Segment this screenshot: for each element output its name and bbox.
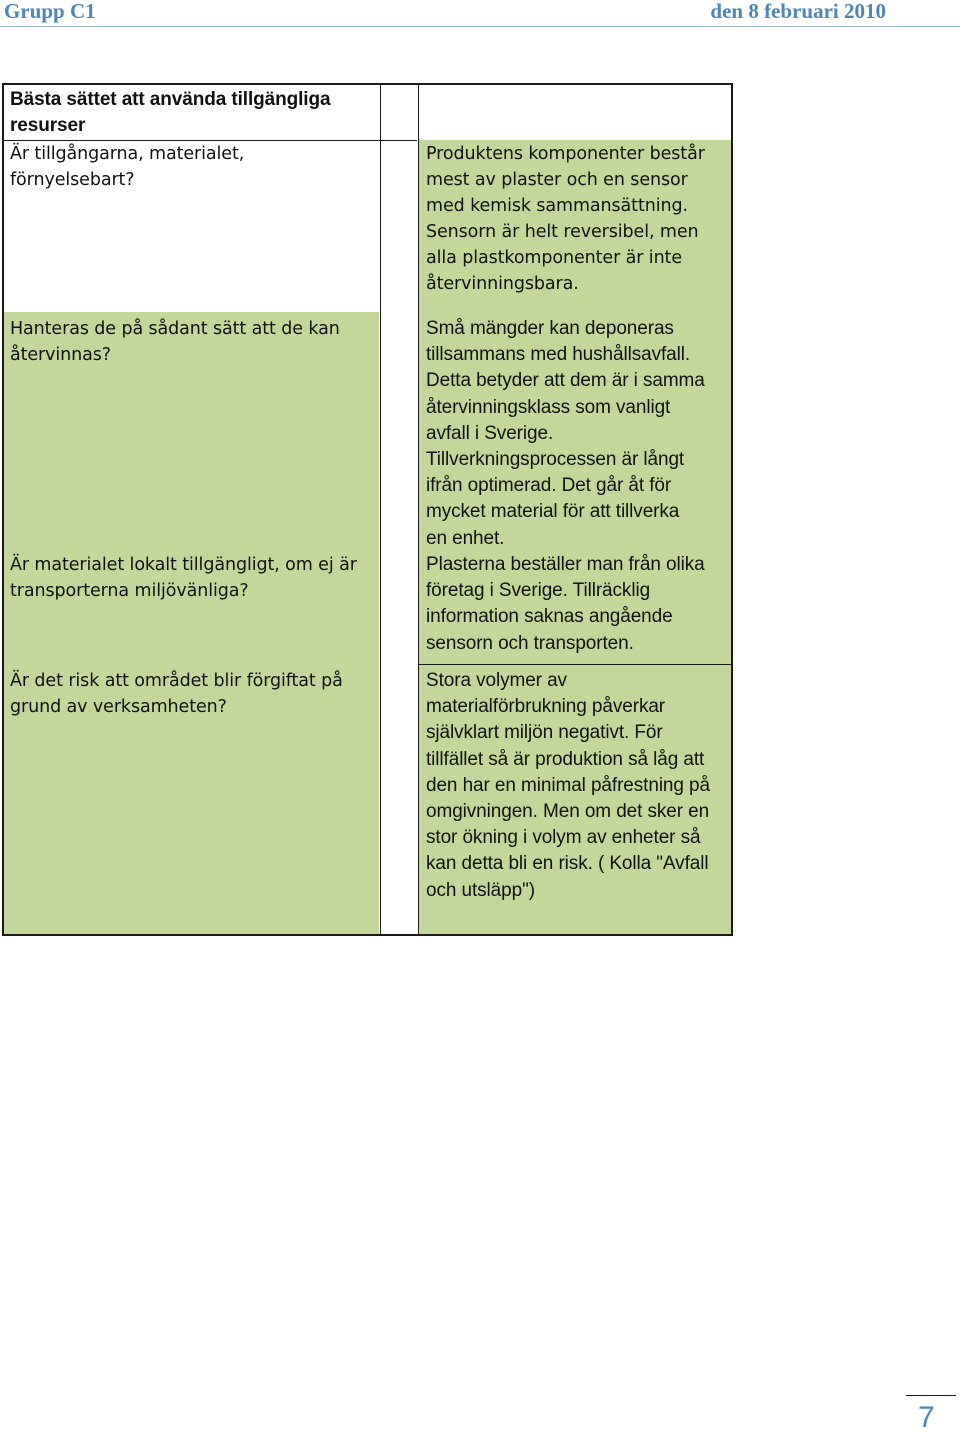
table-heading: Bästa sättet att använda tillgängliga resurser: [10, 89, 331, 136]
answer-1: Produktens komponenter består mest av plaster och en sensor med kemisk sammansättning. Sensorn är helt reversibel, men alla plastkomponenter är inte återvinningsbara.: [426, 144, 705, 294]
question-3: Är materialet lokalt tillgängligt, om ej är transporterna miljövänliga?: [10, 555, 357, 601]
header-rule: [0, 26, 960, 27]
answer-3: Plasterna beställer man från olika företag i Sverige. Tillräcklig information saknas angående sensorn och transporten.: [426, 554, 705, 654]
row-divider-3: [418, 664, 731, 665]
page-number-rule: [906, 1395, 956, 1396]
page-number: 7: [918, 1401, 935, 1434]
header-group-name: Grupp C1: [4, 0, 96, 23]
answer-4: Stora volymer av materialförbrukning påverkar självklart miljön negativt. För tillfället så är produktion så låg att den har en minimal påfrestning på omgivningen. Men om det sker en stor ökning i volym av enheter så kan detta bli en risk. ( Kolla "Avfall och utsläpp"): [426, 670, 710, 901]
column-divider-right: [418, 85, 419, 934]
column-divider-left: [380, 85, 381, 934]
header-date: den 8 februari 2010: [710, 0, 886, 23]
answer-2: Små mängder kan deponeras tillsammans med hushållsavfall. Detta betyder att dem är i samma återvinningsklass som vanligt avfall i Sverige. Tillverkningsprocessen är långt ifrån optimerad. Det går åt för mycket material för att tillverka en enhet.: [426, 318, 705, 549]
page-header: [0, 0, 960, 26]
question-2: Hanteras de på sådant sätt att de kan återvinnas?: [10, 319, 340, 365]
evaluation-table: [2, 83, 733, 936]
question-cell-fill: [4, 312, 379, 934]
question-4: Är det risk att området blir förgiftat på grund av verksamheten?: [10, 671, 343, 717]
question-1: Är tillgångarna, materialet, förnyelsebart?: [10, 144, 245, 190]
